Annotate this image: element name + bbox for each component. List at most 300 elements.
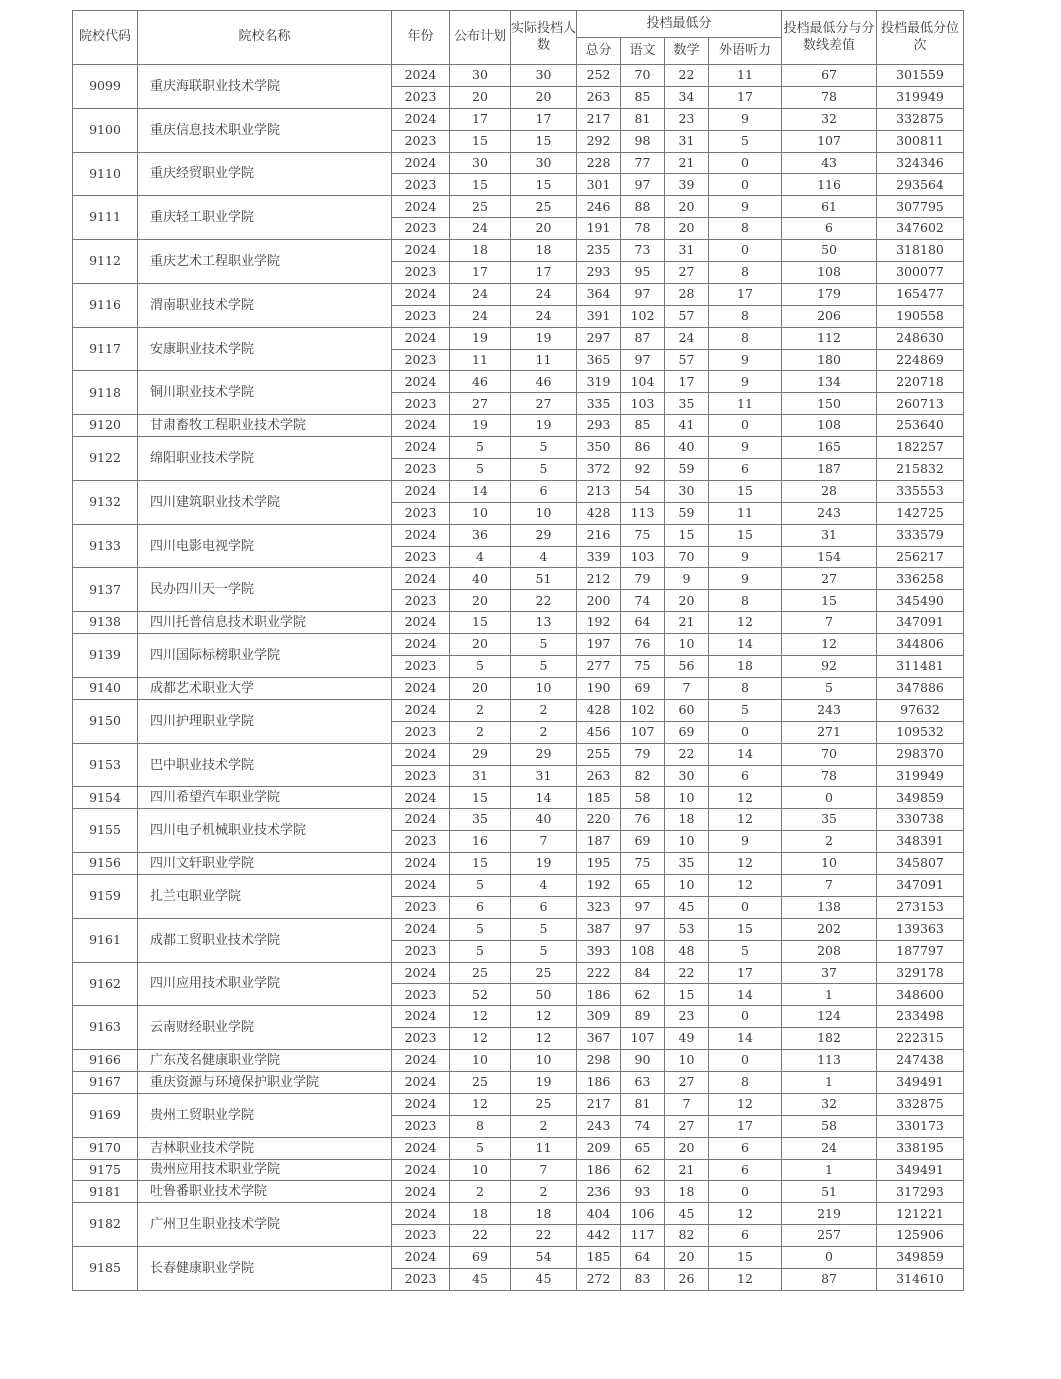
cell-listening: 6 xyxy=(709,765,782,787)
cell-listening: 8 xyxy=(709,327,782,349)
cell-plan: 30 xyxy=(450,65,511,87)
cell-rank: 142725 xyxy=(877,502,964,524)
cell-listening: 9 xyxy=(709,546,782,568)
header-score-diff: 投档最低分与分数线差值 xyxy=(782,11,877,65)
cell-diff: 43 xyxy=(782,152,877,174)
cell-listening: 15 xyxy=(709,480,782,502)
school-name: 吐鲁番职业技术学院 xyxy=(138,1181,392,1203)
cell-chinese: 84 xyxy=(621,962,665,984)
cell-plan: 6 xyxy=(450,896,511,918)
table-row xyxy=(73,1203,964,1225)
cell-diff: 0 xyxy=(782,1247,877,1269)
cell-math: 31 xyxy=(665,130,709,152)
cell-chinese: 98 xyxy=(621,130,665,152)
cell-chinese: 62 xyxy=(621,1159,665,1181)
table-row xyxy=(73,1159,964,1181)
cell-chinese: 64 xyxy=(621,612,665,634)
cell-plan: 5 xyxy=(450,874,511,896)
cell-chinese: 97 xyxy=(621,918,665,940)
cell-plan: 24 xyxy=(450,218,511,240)
cell-diff: 24 xyxy=(782,1137,877,1159)
cell-year: 2024 xyxy=(392,677,450,699)
cell-plan: 69 xyxy=(450,1247,511,1269)
cell-total: 236 xyxy=(577,1181,621,1203)
header-min-score-group: 投档最低分 xyxy=(577,11,782,38)
cell-total: 350 xyxy=(577,437,621,459)
cell-diff: 0 xyxy=(782,787,877,809)
cell-actual: 10 xyxy=(511,1050,577,1072)
cell-year: 2023 xyxy=(392,1225,450,1247)
school-code: 9163 xyxy=(73,1006,138,1050)
school-code: 9182 xyxy=(73,1203,138,1247)
cell-actual: 31 xyxy=(511,765,577,787)
cell-chinese: 76 xyxy=(621,809,665,831)
school-name: 广东茂名健康职业学院 xyxy=(138,1050,392,1072)
cell-math: 27 xyxy=(665,1115,709,1137)
cell-year: 2024 xyxy=(392,1181,450,1203)
cell-total: 263 xyxy=(577,86,621,108)
cell-diff: 134 xyxy=(782,371,877,393)
cell-total: 217 xyxy=(577,1093,621,1115)
cell-math: 22 xyxy=(665,65,709,87)
cell-math: 24 xyxy=(665,327,709,349)
cell-year: 2023 xyxy=(392,984,450,1006)
cell-math: 57 xyxy=(665,349,709,371)
school-code: 9159 xyxy=(73,874,138,918)
cell-rank: 121221 xyxy=(877,1203,964,1225)
cell-listening: 0 xyxy=(709,721,782,743)
table-row xyxy=(73,1006,964,1028)
cell-actual: 5 xyxy=(511,918,577,940)
cell-year: 2024 xyxy=(392,1137,450,1159)
cell-plan: 5 xyxy=(450,1137,511,1159)
cell-diff: 271 xyxy=(782,721,877,743)
cell-year: 2024 xyxy=(392,415,450,437)
school-code: 9100 xyxy=(73,108,138,152)
cell-year: 2023 xyxy=(392,590,450,612)
table-row xyxy=(73,809,964,831)
cell-listening: 9 xyxy=(709,196,782,218)
cell-year: 2024 xyxy=(392,853,450,875)
school-code: 9161 xyxy=(73,918,138,962)
school-name: 绵阳职业技术学院 xyxy=(138,437,392,481)
cell-math: 26 xyxy=(665,1268,709,1290)
cell-total: 186 xyxy=(577,1071,621,1093)
cell-actual: 25 xyxy=(511,1093,577,1115)
cell-year: 2023 xyxy=(392,721,450,743)
school-name: 四川国际标榜职业学院 xyxy=(138,634,392,678)
cell-plan: 5 xyxy=(450,940,511,962)
cell-plan: 8 xyxy=(450,1115,511,1137)
cell-actual: 4 xyxy=(511,546,577,568)
cell-actual: 15 xyxy=(511,130,577,152)
cell-listening: 9 xyxy=(709,371,782,393)
cell-math: 28 xyxy=(665,283,709,305)
cell-chinese: 64 xyxy=(621,1247,665,1269)
cell-actual: 5 xyxy=(511,437,577,459)
cell-rank: 349859 xyxy=(877,787,964,809)
cell-diff: 187 xyxy=(782,459,877,481)
cell-chinese: 103 xyxy=(621,546,665,568)
cell-chinese: 97 xyxy=(621,896,665,918)
cell-math: 23 xyxy=(665,108,709,130)
school-name: 成都工贸职业技术学院 xyxy=(138,918,392,962)
cell-total: 442 xyxy=(577,1225,621,1247)
cell-chinese: 85 xyxy=(621,415,665,437)
cell-actual: 6 xyxy=(511,896,577,918)
school-code: 9166 xyxy=(73,1050,138,1072)
school-name: 四川希望汽车职业学院 xyxy=(138,787,392,809)
table-row xyxy=(73,1247,964,1269)
school-name: 四川护理职业学院 xyxy=(138,699,392,743)
school-name: 安康职业技术学院 xyxy=(138,327,392,371)
cell-rank: 222315 xyxy=(877,1028,964,1050)
school-code: 9140 xyxy=(73,677,138,699)
cell-year: 2024 xyxy=(392,1006,450,1028)
school-code: 9175 xyxy=(73,1159,138,1181)
cell-math: 39 xyxy=(665,174,709,196)
cell-listening: 11 xyxy=(709,65,782,87)
cell-math: 56 xyxy=(665,656,709,678)
school-code: 9162 xyxy=(73,962,138,1006)
school-name: 四川文轩职业学院 xyxy=(138,853,392,875)
cell-year: 2023 xyxy=(392,86,450,108)
cell-actual: 4 xyxy=(511,874,577,896)
cell-chinese: 75 xyxy=(621,853,665,875)
school-code: 9150 xyxy=(73,699,138,743)
cell-chinese: 103 xyxy=(621,393,665,415)
cell-total: 293 xyxy=(577,415,621,437)
cell-year: 2024 xyxy=(392,524,450,546)
cell-actual: 51 xyxy=(511,568,577,590)
cell-listening: 0 xyxy=(709,896,782,918)
cell-math: 40 xyxy=(665,437,709,459)
cell-math: 20 xyxy=(665,1137,709,1159)
cell-rank: 347091 xyxy=(877,612,964,634)
cell-diff: 208 xyxy=(782,940,877,962)
cell-total: 195 xyxy=(577,853,621,875)
school-code: 9137 xyxy=(73,568,138,612)
cell-year: 2023 xyxy=(392,174,450,196)
table-row xyxy=(73,743,964,765)
cell-chinese: 70 xyxy=(621,65,665,87)
school-name: 甘肃畜牧工程职业技术学院 xyxy=(138,415,392,437)
cell-chinese: 108 xyxy=(621,940,665,962)
school-name: 四川应用技术职业学院 xyxy=(138,962,392,1006)
cell-year: 2023 xyxy=(392,130,450,152)
school-code: 9120 xyxy=(73,415,138,437)
cell-listening: 6 xyxy=(709,459,782,481)
cell-total: 391 xyxy=(577,305,621,327)
cell-rank: 345490 xyxy=(877,590,964,612)
school-name: 重庆轻工职业学院 xyxy=(138,196,392,240)
cell-rank: 348391 xyxy=(877,831,964,853)
cell-plan: 30 xyxy=(450,152,511,174)
cell-total: 456 xyxy=(577,721,621,743)
cell-rank: 253640 xyxy=(877,415,964,437)
cell-total: 387 xyxy=(577,918,621,940)
table-row xyxy=(73,371,964,393)
cell-rank: 318180 xyxy=(877,240,964,262)
cell-year: 2024 xyxy=(392,196,450,218)
cell-plan: 12 xyxy=(450,1028,511,1050)
cell-actual: 19 xyxy=(511,1071,577,1093)
cell-diff: 1 xyxy=(782,1071,877,1093)
cell-total: 209 xyxy=(577,1137,621,1159)
cell-diff: 124 xyxy=(782,1006,877,1028)
cell-math: 27 xyxy=(665,262,709,284)
cell-rank: 347886 xyxy=(877,677,964,699)
cell-diff: 219 xyxy=(782,1203,877,1225)
cell-rank: 314610 xyxy=(877,1268,964,1290)
cell-rank: 349859 xyxy=(877,1247,964,1269)
cell-actual: 17 xyxy=(511,108,577,130)
cell-listening: 14 xyxy=(709,634,782,656)
cell-math: 60 xyxy=(665,699,709,721)
cell-diff: 138 xyxy=(782,896,877,918)
cell-rank: 319949 xyxy=(877,86,964,108)
table-row xyxy=(73,327,964,349)
cell-actual: 18 xyxy=(511,240,577,262)
cell-plan: 5 xyxy=(450,918,511,940)
cell-chinese: 89 xyxy=(621,1006,665,1028)
table-row xyxy=(73,240,964,262)
cell-year: 2024 xyxy=(392,962,450,984)
cell-math: 34 xyxy=(665,86,709,108)
cell-plan: 19 xyxy=(450,415,511,437)
cell-listening: 6 xyxy=(709,1137,782,1159)
cell-math: 27 xyxy=(665,1071,709,1093)
cell-total: 217 xyxy=(577,108,621,130)
cell-plan: 25 xyxy=(450,196,511,218)
table-row xyxy=(73,415,964,437)
cell-actual: 6 xyxy=(511,480,577,502)
cell-plan: 18 xyxy=(450,1203,511,1225)
cell-diff: 10 xyxy=(782,853,877,875)
cell-total: 185 xyxy=(577,787,621,809)
cell-rank: 190558 xyxy=(877,305,964,327)
table-row xyxy=(73,1181,964,1203)
cell-year: 2024 xyxy=(392,1050,450,1072)
cell-plan: 14 xyxy=(450,480,511,502)
cell-actual: 24 xyxy=(511,305,577,327)
header-total: 总分 xyxy=(577,38,621,65)
cell-diff: 107 xyxy=(782,130,877,152)
cell-actual: 13 xyxy=(511,612,577,634)
cell-diff: 116 xyxy=(782,174,877,196)
cell-plan: 20 xyxy=(450,677,511,699)
school-name: 重庆资源与环境保护职业学院 xyxy=(138,1071,392,1093)
cell-diff: 32 xyxy=(782,108,877,130)
cell-year: 2024 xyxy=(392,1247,450,1269)
cell-math: 9 xyxy=(665,568,709,590)
table-row xyxy=(73,874,964,896)
cell-total: 323 xyxy=(577,896,621,918)
cell-diff: 7 xyxy=(782,612,877,634)
cell-actual: 5 xyxy=(511,459,577,481)
table-row xyxy=(73,108,964,130)
table-row xyxy=(73,677,964,699)
cell-plan: 36 xyxy=(450,524,511,546)
cell-math: 45 xyxy=(665,1203,709,1225)
header-score-rank: 投档最低分位次 xyxy=(877,11,964,65)
cell-listening: 14 xyxy=(709,984,782,1006)
cell-year: 2024 xyxy=(392,787,450,809)
cell-actual: 20 xyxy=(511,86,577,108)
cell-listening: 0 xyxy=(709,1006,782,1028)
school-code: 9169 xyxy=(73,1093,138,1137)
school-name: 贵州应用技术职业学院 xyxy=(138,1159,392,1181)
cell-chinese: 77 xyxy=(621,152,665,174)
table-row xyxy=(73,853,964,875)
cell-rank: 220718 xyxy=(877,371,964,393)
cell-total: 297 xyxy=(577,327,621,349)
cell-diff: 5 xyxy=(782,677,877,699)
cell-chinese: 92 xyxy=(621,459,665,481)
cell-diff: 87 xyxy=(782,1268,877,1290)
cell-listening: 15 xyxy=(709,918,782,940)
table-row xyxy=(73,568,964,590)
cell-plan: 27 xyxy=(450,393,511,415)
school-name: 广州卫生职业技术学院 xyxy=(138,1203,392,1247)
table-body xyxy=(73,65,964,1291)
school-name: 铜川职业技术学院 xyxy=(138,371,392,415)
cell-year: 2023 xyxy=(392,1028,450,1050)
school-code: 9185 xyxy=(73,1247,138,1291)
cell-diff: 67 xyxy=(782,65,877,87)
cell-actual: 2 xyxy=(511,1115,577,1137)
cell-plan: 5 xyxy=(450,437,511,459)
cell-chinese: 83 xyxy=(621,1268,665,1290)
cell-plan: 5 xyxy=(450,459,511,481)
cell-year: 2024 xyxy=(392,283,450,305)
cell-plan: 17 xyxy=(450,262,511,284)
cell-listening: 12 xyxy=(709,874,782,896)
cell-listening: 8 xyxy=(709,1071,782,1093)
cell-plan: 12 xyxy=(450,1006,511,1028)
cell-chinese: 75 xyxy=(621,656,665,678)
school-code: 9139 xyxy=(73,634,138,678)
cell-actual: 10 xyxy=(511,502,577,524)
cell-rank: 109532 xyxy=(877,721,964,743)
cell-actual: 25 xyxy=(511,196,577,218)
school-name: 四川托普信息技术职业学院 xyxy=(138,612,392,634)
cell-math: 10 xyxy=(665,831,709,853)
cell-year: 2023 xyxy=(392,349,450,371)
school-name: 重庆海联职业技术学院 xyxy=(138,65,392,109)
cell-chinese: 95 xyxy=(621,262,665,284)
cell-diff: 70 xyxy=(782,743,877,765)
cell-total: 272 xyxy=(577,1268,621,1290)
cell-diff: 243 xyxy=(782,699,877,721)
cell-plan: 40 xyxy=(450,568,511,590)
cell-math: 20 xyxy=(665,1247,709,1269)
cell-math: 21 xyxy=(665,612,709,634)
cell-listening: 0 xyxy=(709,152,782,174)
cell-math: 45 xyxy=(665,896,709,918)
cell-plan: 25 xyxy=(450,962,511,984)
school-code: 9155 xyxy=(73,809,138,853)
header-plan: 公布计划 xyxy=(450,11,511,65)
cell-chinese: 107 xyxy=(621,1028,665,1050)
cell-actual: 5 xyxy=(511,634,577,656)
cell-listening: 15 xyxy=(709,524,782,546)
cell-rank: 347091 xyxy=(877,874,964,896)
table-row xyxy=(73,1093,964,1115)
cell-year: 2024 xyxy=(392,108,450,130)
cell-math: 10 xyxy=(665,787,709,809)
cell-total: 222 xyxy=(577,962,621,984)
cell-rank: 301559 xyxy=(877,65,964,87)
school-code: 9118 xyxy=(73,371,138,415)
cell-actual: 27 xyxy=(511,393,577,415)
school-name: 民办四川天一学院 xyxy=(138,568,392,612)
cell-listening: 5 xyxy=(709,699,782,721)
cell-rank: 333579 xyxy=(877,524,964,546)
school-code: 9167 xyxy=(73,1071,138,1093)
cell-diff: 206 xyxy=(782,305,877,327)
cell-chinese: 73 xyxy=(621,240,665,262)
table-row xyxy=(73,699,964,721)
cell-chinese: 106 xyxy=(621,1203,665,1225)
cell-plan: 45 xyxy=(450,1268,511,1290)
cell-actual: 40 xyxy=(511,809,577,831)
cell-chinese: 85 xyxy=(621,86,665,108)
cell-plan: 22 xyxy=(450,1225,511,1247)
cell-math: 31 xyxy=(665,240,709,262)
table-row xyxy=(73,1071,964,1093)
cell-year: 2024 xyxy=(392,437,450,459)
cell-chinese: 102 xyxy=(621,305,665,327)
cell-total: 190 xyxy=(577,677,621,699)
header-math: 数学 xyxy=(665,38,709,65)
cell-total: 277 xyxy=(577,656,621,678)
cell-year: 2024 xyxy=(392,327,450,349)
cell-rank: 336258 xyxy=(877,568,964,590)
cell-plan: 35 xyxy=(450,809,511,831)
cell-math: 10 xyxy=(665,634,709,656)
school-name: 重庆经贸职业学院 xyxy=(138,152,392,196)
cell-diff: 51 xyxy=(782,1181,877,1203)
table-row xyxy=(73,1050,964,1072)
cell-diff: 154 xyxy=(782,546,877,568)
table-row xyxy=(73,480,964,502)
cell-actual: 12 xyxy=(511,1028,577,1050)
cell-plan: 2 xyxy=(450,699,511,721)
table-row xyxy=(73,962,964,984)
cell-diff: 1 xyxy=(782,1159,877,1181)
cell-chinese: 82 xyxy=(621,765,665,787)
cell-rank: 332875 xyxy=(877,108,964,130)
cell-plan: 18 xyxy=(450,240,511,262)
table-row xyxy=(73,612,964,634)
cell-year: 2024 xyxy=(392,874,450,896)
cell-year: 2024 xyxy=(392,918,450,940)
cell-listening: 5 xyxy=(709,940,782,962)
cell-diff: 15 xyxy=(782,590,877,612)
cell-chinese: 78 xyxy=(621,218,665,240)
cell-rank: 317293 xyxy=(877,1181,964,1203)
school-name: 重庆艺术工程职业学院 xyxy=(138,240,392,284)
cell-total: 191 xyxy=(577,218,621,240)
cell-rank: 215832 xyxy=(877,459,964,481)
table-row xyxy=(73,787,964,809)
cell-math: 18 xyxy=(665,1181,709,1203)
cell-diff: 37 xyxy=(782,962,877,984)
school-name: 四川建筑职业技术学院 xyxy=(138,480,392,524)
cell-year: 2023 xyxy=(392,459,450,481)
cell-math: 41 xyxy=(665,415,709,437)
